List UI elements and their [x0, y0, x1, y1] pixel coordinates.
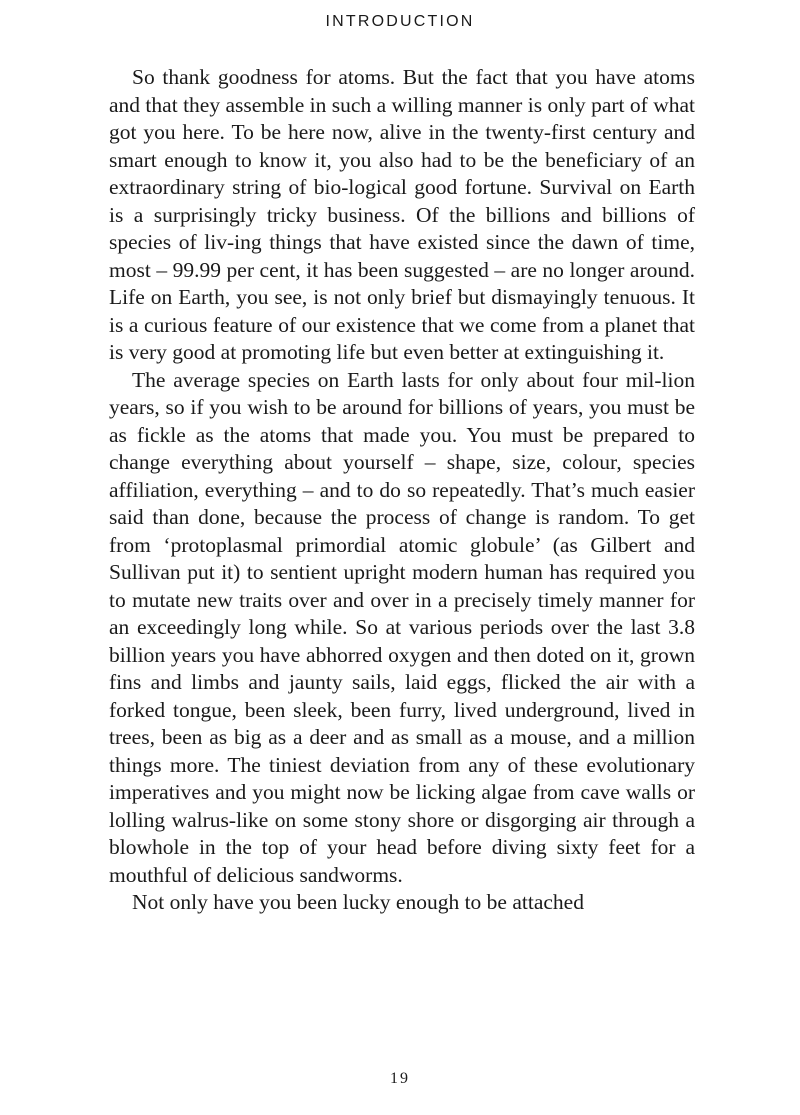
paragraph: So thank goodness for atoms. But the fact that you have atoms and that they assemble in such a willing manner is only part of what got you here. To be here now, alive in the twenty-first century and smart enough to know it, you also had to be the beneficiary of an extraordinary string of bio-logical good fortune. Survival on Earth is a surprisingly tricky business. Of the billions and billions of species of liv-ing things that have existed since the dawn of time, most – 99.99 per cent, it has been suggested – are no longer around. Life on Earth, you see, is not only brief but dismayingly tenuous. It is a curious feature of our existence that we come from a planet that is very good at promoting life but even better at extinguishing it.: [109, 65, 695, 364]
page-number: 19: [390, 1070, 410, 1087]
paragraph: Not only have you been lucky enough to be attached: [132, 890, 584, 914]
body-text: [109, 64, 695, 917]
paragraph: The average species on Earth lasts for only about four mil-lion years, so if you wish to be around for billions of years, you must be as fickle as the atoms that made you. You must be prepared to change everything about yourself – shape, size, colour, species affiliation, everything – and to do so repeatedly. That’s much easier said than done, because the process of change is random. To get from ‘protoplasmal primordial atomic globule’ (as Gilbert and Sullivan put it) to sentient upright modern human has required you to mutate new traits over and over in a precisely timely manner for an exceedingly long while. So at various periods over the last 3.8 billion years you have abhorred oxygen and then doted on it, grown fins and limbs and jaunty sails, laid eggs, flicked the air with a forked tongue, been sleek, been furry, lived underground, lived in trees, been as big as a deer and as small as a mouse, and a million things more. The tiniest deviation from any of these evolutionary imperatives and you might now be licking algae from cave walls or lolling walrus-like on some stony shore or disgorging air through a blowhole in the top of your head before diving sixty feet for a mouthful of delicious sandworms.: [109, 367, 695, 887]
running-head: INTRODUCTION: [325, 13, 475, 30]
